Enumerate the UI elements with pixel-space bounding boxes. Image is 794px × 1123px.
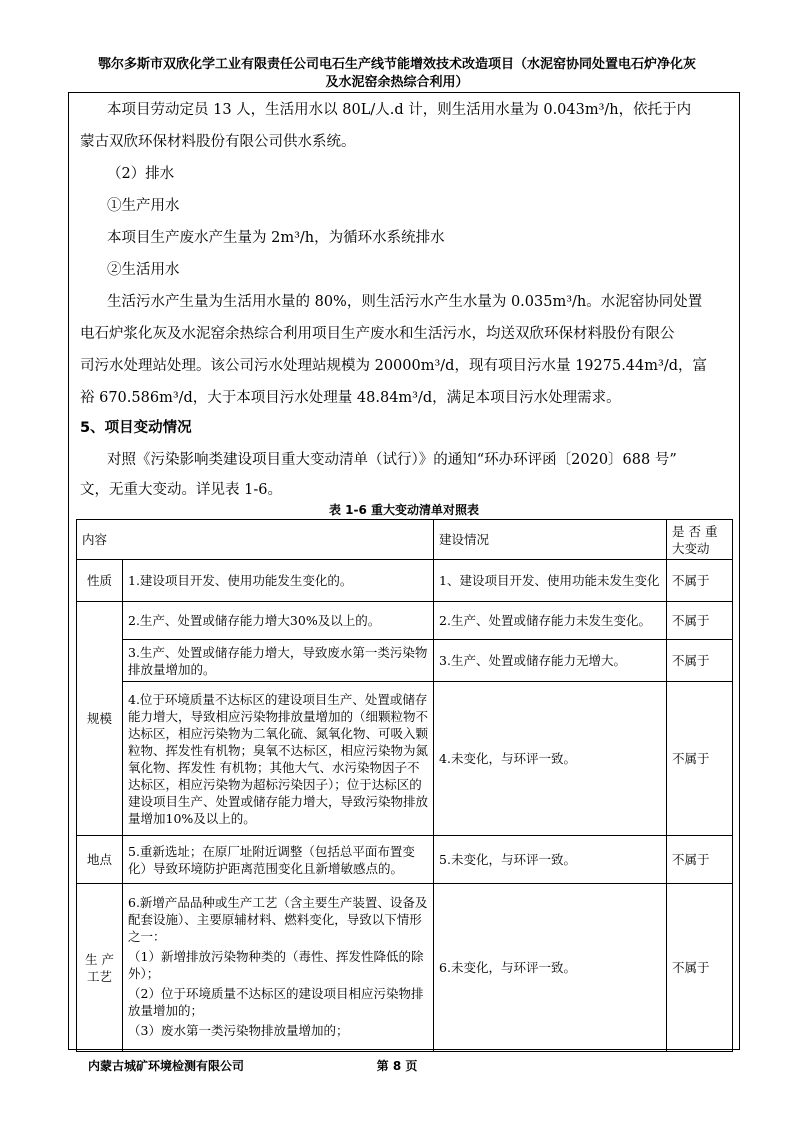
table-row (77, 640, 733, 682)
table-row (77, 884, 733, 1052)
production-water-heading: ①生产用水 (107, 198, 180, 214)
table-caption: 表 1-6 重大变动清单对照表 (328, 503, 480, 517)
table-row (77, 602, 733, 640)
category-process: 生 产工艺 (77, 884, 123, 1052)
status-cell: 5.未变化，与环评一致。 (434, 836, 667, 884)
sewage-paragraph-line3: 司污水处理站处理。该公司污水处理站规模为 20000m³/d，现有项目污水量 19275.44m³/d，富 (80, 358, 707, 374)
sewage-paragraph-line4: 裕 670.586m³/d，大于本项目污水处理量 48.84m³/d，满足本项目污水处理需求。 (80, 390, 621, 406)
result-cell: 不属于 (667, 602, 733, 640)
major-change-table (76, 519, 733, 1052)
process-sub-item-3: （3）废水第一类污染物排放量增加的； (128, 1022, 349, 1038)
domestic-water-heading: ②生活用水 (107, 262, 180, 278)
sewage-paragraph-line2: 电石炉浆化灰及水泥窑余热综合利用项目生产废水和生活污水，均送双欣环保材料股份有限公 (80, 326, 675, 342)
sewage-paragraph-line1: 生活污水产生量为生活用水量的 80%，则生活污水产生水量为 0.035m³/h。水泥窑协同处置 (107, 294, 703, 310)
table-row (77, 560, 733, 602)
process-sub-item-2: （2）位于环境质量不达标区的建设项目相应污染物排放量增加的； (128, 985, 424, 1018)
result-cell: 不属于 (667, 640, 733, 682)
water-supply-paragraph-line1: 本项目劳动定员 13 人，生活用水以 80L/人.d 计，则生活用水量为 0.043m³/h，依托于内 (107, 102, 692, 118)
content-cell: 3.生产、处置或储存能力增大，导致废水第一类污染物排放量增加的。 (123, 640, 434, 682)
table-header-row (77, 520, 733, 560)
drainage-heading: （2）排水 (107, 166, 175, 182)
header-content-cell: 内容 (77, 520, 434, 560)
section-5-heading: 5、项目变动情况 (80, 420, 192, 436)
content-cell: 1.建设项目开发、使用功能发生变化的。 (123, 560, 434, 602)
change-paragraph-line1: 对照《污染影响类建设项目重大变动清单（试行）》的通知“环办环评函〔2020〕688 号” (107, 452, 677, 468)
status-cell: 6.未变化，与环评一致。 (434, 884, 667, 1052)
change-paragraph-line2: 文，无重大变动。详见表 1-6。 (80, 482, 282, 498)
process-sub-item-1: （1）新增排放污染物种类的（毒性、挥发性降低的除外）； (128, 948, 424, 981)
status-cell: 1、建设项目开发、使用功能未发生变化 (434, 560, 667, 602)
status-cell: 4.未变化，与环评一致。 (434, 682, 667, 836)
table-row (77, 836, 733, 884)
content-cell: 5.重新选址；在原厂址附近调整（包括总平面布置变化）导致环境防护距离范围变化且新增敏感点的。 (123, 836, 434, 884)
category-nature: 性质 (77, 560, 123, 602)
status-cell: 2.生产、处置或储存能力未发生变化。 (434, 602, 667, 640)
result-cell: 不属于 (667, 560, 733, 602)
production-water-text: 本项目生产废水产生量为 2m³/h，为循环水系统排水 (107, 230, 445, 246)
water-supply-paragraph-line2: 蒙古双欣环保材料股份有限公司供水系统。 (80, 134, 356, 150)
result-cell: 不属于 (667, 884, 733, 1052)
footer-page-number: 第 8 页 (376, 1059, 418, 1073)
category-scale: 规模 (77, 602, 123, 836)
header-result-cell: 是 否 重 大变动 (667, 520, 733, 560)
status-cell: 3.生产、处置或储存能力无增大。 (434, 640, 667, 682)
result-cell: 不属于 (667, 836, 733, 884)
table-row (77, 682, 733, 836)
header-title-line1: 鄂尔多斯市双欣化学工业有限责任公司电石生产线节能增效技术改造项目（水泥窑协同处置电石炉净化灰 (97, 57, 696, 72)
content-cell: 4.位于环境质量不达标区的建设项目生产、处置或储存能力增大，导致相应污染物排放量增加的（细颗粒物不达标区，相应污染物为二氧化硫、氮氧化物、可吸入颗粒物、挥发性有机物；臭氧不达标区，相应污染物为氮氧化物、挥发性 有机物；其他大气、水污染物因子不达标区，相应污染物为超标污染因子）；位于达标区的建设项目生产、处置或储存能力增大，导致污染物排放量增加10%及以上的。 (123, 682, 434, 836)
header-title-line2: 及水泥窑余热综合利用） (325, 75, 469, 90)
process-main-text: 6.新增产品品种或生产工艺（含主要生产装置、设备及配套设施）、主要原辅材料、燃料变化，导致以下情形之一： (128, 894, 428, 944)
document-header (60, 56, 734, 92)
footer-company: 内蒙古城矿环境检测有限公司 (88, 1059, 245, 1073)
content-cell: 2.生产、处置或储存能力增大30%及以上的。 (123, 602, 434, 640)
result-cell: 不属于 (667, 682, 733, 836)
content-cell (123, 884, 434, 1052)
category-location: 地点 (77, 836, 123, 884)
header-status-cell: 建设情况 (434, 520, 667, 560)
